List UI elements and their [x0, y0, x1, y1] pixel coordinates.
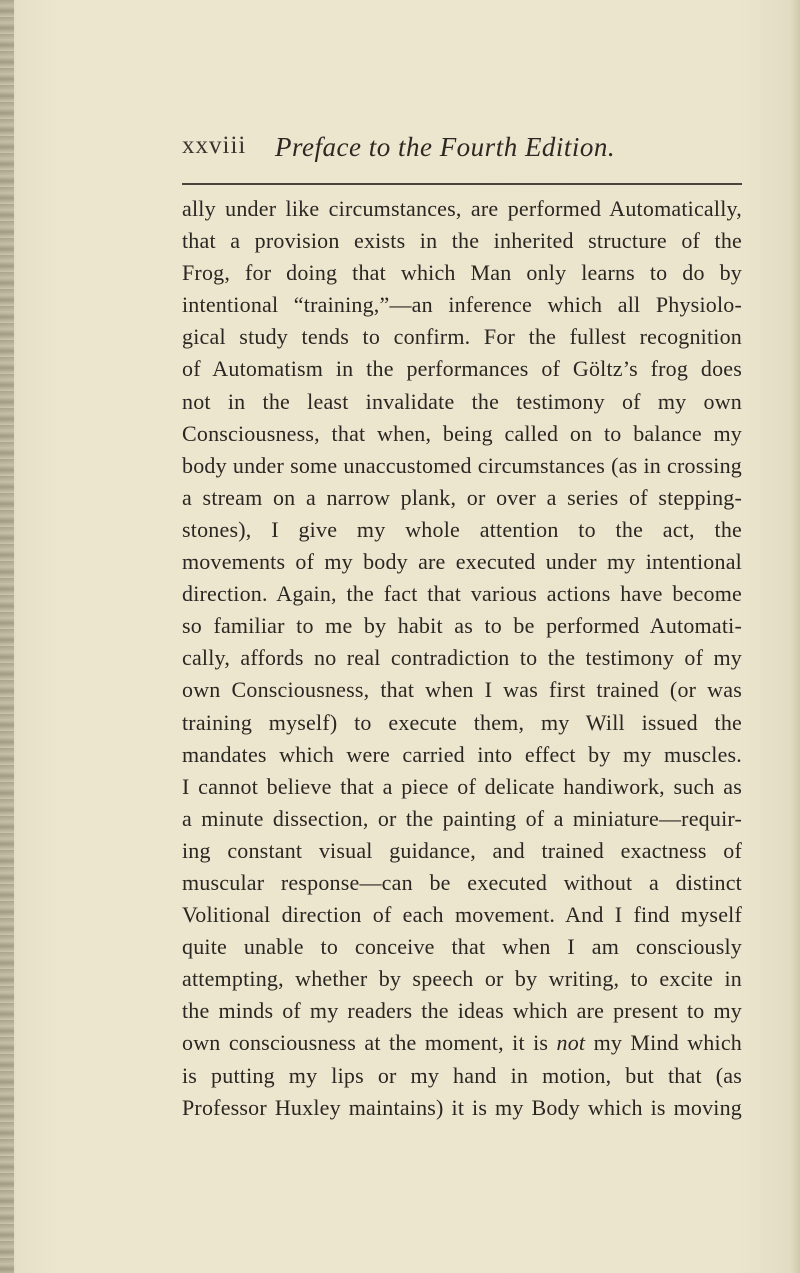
text-line: movements of my body are executed under my intentional — [182, 549, 742, 575]
text-line: gical study tends to confirm. For the fullest recognition — [182, 324, 742, 350]
text-line: quite unable to conceive that when I am consciously — [182, 934, 742, 960]
text-line — [182, 1027, 742, 1059]
text-run: own consciousness at the moment, it is — [182, 1030, 557, 1056]
text-run: my Mind which — [585, 1030, 742, 1056]
running-title: Preface to the Fourth Edition. — [275, 132, 616, 162]
text-line: own Consciousness, that when I was first trained (or was — [182, 677, 742, 703]
text-line: attempting, whether by speech or by writing, to excite in — [182, 966, 742, 992]
page-number: xxviii — [182, 132, 247, 159]
text-line: direction. Again, the fact that various actions have become — [182, 581, 742, 607]
text-line: I cannot believe that a piece of delicate handiwork, such as — [182, 773, 742, 799]
header-rule — [182, 183, 742, 185]
text-line: is putting my lips or my hand in motion, but that (as — [182, 1062, 742, 1088]
page-header — [182, 132, 742, 172]
text-line: body under some unaccustomed circumstances (as in crossing — [182, 452, 742, 478]
text-line: not in the least invalidate the testimony of my own — [182, 388, 742, 414]
binding-gutter — [0, 0, 14, 1273]
text-line: Frog, for doing that which Man only learns to do by — [182, 260, 742, 286]
text-line: intentional “training,”—an inference which all Physiolo- — [182, 292, 742, 318]
emphasis-text: not — [556, 1030, 586, 1056]
text-line: of Automatism in the performances of Göltz’s frog does — [182, 356, 742, 382]
text-line: that a provision exists in the inherited structure of the — [182, 228, 742, 254]
text-line: a minute dissection, or the painting of a miniature—requir- — [182, 805, 742, 831]
text-line: stones), I give my whole attention to the act, the — [182, 516, 742, 542]
text-line: so familiar to me by habit as to be performed Automati- — [182, 613, 742, 639]
text-line: Consciousness, that when, being called on to balance my — [182, 420, 742, 446]
text-line: a stream on a narrow plank, or over a series of stepping- — [182, 484, 742, 510]
text-line: mandates which were carried into effect by my muscles. — [182, 741, 742, 767]
text-line: ing constant visual guidance, and trained exactness of — [182, 837, 742, 863]
text-line: the minds of my readers the ideas which are present to my — [182, 998, 742, 1024]
text-line: ally under like circumstances, are performed Automatically, — [182, 196, 742, 221]
text-line: Volitional direction of each movement. And I find myself — [182, 902, 742, 928]
text-line: muscular response—can be executed without a distinct — [182, 869, 742, 895]
text-line: training myself) to execute them, my Will issued the — [182, 709, 742, 735]
text-line: Professor Huxley maintains) it is my Body which is moving — [182, 1094, 742, 1120]
text-line: cally, affords no real contradiction to the testimony of my — [182, 645, 742, 671]
body-text — [182, 193, 742, 1124]
